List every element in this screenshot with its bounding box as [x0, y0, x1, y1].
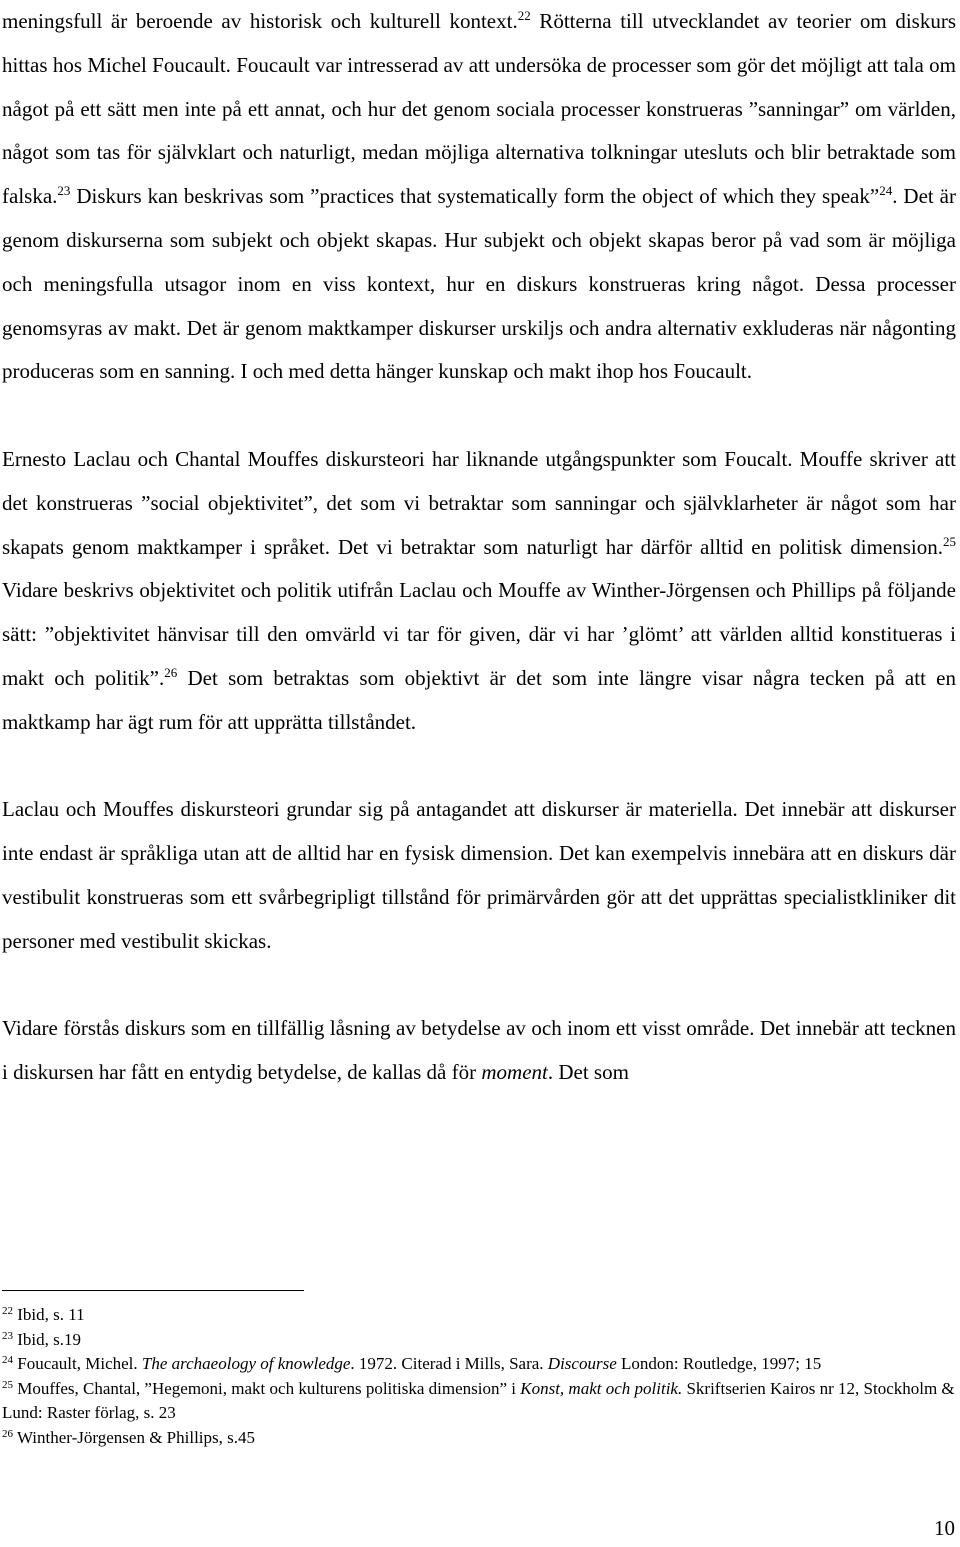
body-text [2, 0, 956, 1095]
footnote-text: Winther-Jörgensen & Phillips, s.45 [13, 1427, 256, 1447]
footnote-title: Konst, makt och politik. [520, 1378, 683, 1398]
emphasis-term: moment [481, 1060, 548, 1085]
text-run: . Det är genom diskurserna som subjekt och objekt skapas. Hur subjekt och objekt skapas beror på vad som är möjliga och meningsfulla utsagor inom en viss kontext, hur en diskurs konstrueras kring något. Dessa processer genomsyras av makt. Det är genom maktkamper diskurser urskiljs och andra alternativ exkluderas när någonting produceras som en sanning. I och med detta hänger kunskap och makt ihop hos Foucault. [2, 184, 956, 384]
footnote-number: 22 [2, 1305, 13, 1317]
text-run: Diskurs kan beskrivas som ”practices that systematically form the object of which they speak” [70, 184, 880, 209]
footnote-separator [2, 1290, 304, 1291]
footnote-text: Ibid, s.19 [13, 1329, 81, 1349]
paragraph-2 [2, 438, 956, 745]
paragraph-spacer [2, 964, 956, 1008]
footnote-ref-23[interactable]: 23 [57, 183, 71, 199]
text-run: Det som betraktas som objektivt är det som inte längre visar några tecken på att en maktkamp har ägt rum för att upprätta tillståndet. [2, 665, 956, 734]
footnote-text: . 1972. Citerad i Mills, Sara. [350, 1354, 548, 1373]
paragraph-3 [2, 788, 956, 963]
text-run: Rötterna till utvecklandet av teorier om diskurs hittas hos Michel Foucault. Foucault var intresserad av att undersöka de processer som gör det möjligt att tala om något på ett sätt men inte på ett annat, och hur det genom sociala processer konstrueras ”sanningar” om världen, något som tas för självklart och naturligt, medan möjliga alternativa tolkningar utesluts och blir betraktade som falska. [2, 9, 956, 209]
footnote-number: 24 [2, 1354, 13, 1366]
footnote-text: Skriftserien Kairos nr 12, Stockholm & Lund: Raster förlag, s. 23 [2, 1378, 955, 1422]
text-run: Laclau och Mouffes diskursteori grundar sig på antagandet att diskurser är materiella. Det innebär att diskurser inte endast är språkliga utan att de alltid har en fysisk dimension. Det kan exempelvis innebära att en diskurs där vestibulit konstrueras som ett svårbegripligt tillstånd för primärvården gör att det upprättas specialistkliniker dit personer med vestibulit skickas. [2, 797, 956, 953]
footnote-25 [2, 1377, 956, 1426]
text-run: . Det som [547, 1060, 629, 1085]
footnote-ref-25[interactable]: 25 [943, 533, 956, 549]
footnote-number: 23 [2, 1329, 13, 1342]
paragraph-spacer [2, 394, 956, 438]
text-run: meningsfull är beroende av historisk och kulturell kontext. [2, 9, 518, 33]
paragraph-1 [2, 0, 956, 394]
footnote-text: London: Routledge, 1997; 15 [616, 1354, 822, 1373]
footnote-text: Foucault, Michel. [13, 1354, 142, 1373]
paragraph-spacer [2, 745, 956, 789]
footnote-text: Ibid, s. 11 [13, 1305, 85, 1324]
footnote-title: Discourse [547, 1354, 617, 1373]
text-run: Vidare beskrivs objektivitet och politik utifrån Laclau och Mouffe av Winther-Jörgensen och Phillips på följande sätt: ”objektivitet hänvisar till den omvärld vi tar för given, där vi har ’glömt’ att världen alltid konstitueras i makt och politik”. [2, 578, 956, 690]
footnote-ref-26[interactable]: 26 [164, 664, 178, 680]
footnote-title: The archaeology of knowledge [141, 1354, 351, 1373]
footnote-26 [2, 1426, 956, 1451]
footnote-23 [2, 1328, 956, 1353]
footnote-number: 25 [2, 1378, 13, 1391]
footnote-24 [2, 1352, 956, 1377]
page-number: 10 [934, 1516, 955, 1540]
footnotes [2, 1303, 956, 1450]
paragraph-4 [2, 1007, 956, 1095]
text-run: Ernesto Laclau och Chantal Mouffes diskursteori har liknande utgångspunkter som Foucalt. Mouffe skriver att det konstrueras ”social objektivitet”, det som vi betraktar som sanningar och självklarheter är något som har skapats genom maktkamper i språket. Det vi betraktar som naturligt har därför alltid en politisk dimension. [2, 446, 956, 559]
footnote-ref-22[interactable]: 22 [517, 8, 531, 23]
footnote-text: Mouffes, Chantal, ”Hegemoni, makt och kulturens politiska dimension” i [13, 1378, 521, 1398]
footnote-number: 26 [2, 1427, 13, 1440]
footnote-ref-24[interactable]: 24 [879, 183, 893, 199]
text-run: Vidare förstås diskurs som en tillfällig låsning av betydelse av och inom ett visst område. Det innebär att tecknen i diskursen har fått en entydig betydelse, de kallas då för [2, 1016, 956, 1085]
footnote-22 [2, 1303, 956, 1328]
